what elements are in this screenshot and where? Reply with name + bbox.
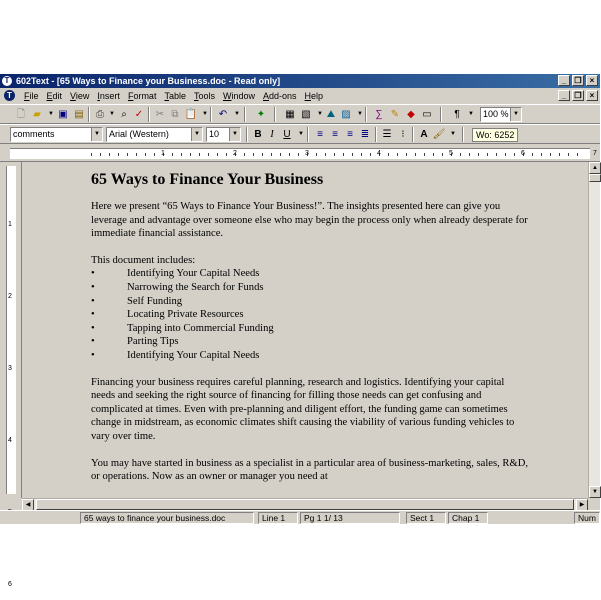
ruler-tick [208,153,209,156]
print-icon[interactable]: ⎙ [96,109,104,120]
ruler-tick [325,153,326,156]
status-filename: 65 ways to finance your business.doc [80,512,254,524]
insert-picture-icon[interactable]: ⛰ [326,109,336,120]
ruler-number: 2 [233,150,237,157]
ruler-tick [226,153,227,156]
cut-icon[interactable]: ✂ [155,109,165,120]
ruler-tick [109,153,110,156]
vertical-scrollbar[interactable] [588,162,600,498]
open-dropdown-icon[interactable]: ▼ [48,111,54,117]
menu-bar [0,88,600,104]
font-color-icon[interactable]: A [420,129,428,140]
status-bar [0,510,600,524]
ruler-number: 3 [305,150,309,157]
pilcrow-dropdown-icon[interactable]: ▼ [468,111,474,117]
ruler-number: 6 [521,150,525,157]
formula-icon[interactable]: ∑ [375,109,383,120]
ruler-tick [577,153,578,156]
scroll-down-button[interactable]: ▼ [589,486,601,498]
save-all-icon[interactable]: ▤ [74,109,84,120]
print-dropdown-icon[interactable]: ▼ [109,111,115,117]
ruler-tick [118,153,119,156]
font-combo[interactable] [106,127,203,142]
menu-table[interactable]: Table [164,91,186,101]
document-title: 65 Ways to Finance Your Business [91,171,324,188]
window-title: 602Text - [65 Ways to Finance your Business.doc - Read only] [16,76,281,86]
ruler-tick [361,153,362,156]
open-folder-icon[interactable]: ▰ [33,109,41,120]
bullets-icon[interactable]: ⁝ [401,129,405,140]
body-paragraph: You may have started in business as a specialist in a particular area of business-marketing, sales, R&D, or operations. Now as an owner or manager you need at [91,457,528,483]
chevron-down-icon[interactable]: ▼ [91,128,102,141]
navigator-icon[interactable]: ✦ [256,109,266,120]
doc-close-button[interactable]: × [586,90,598,101]
vruler-number: 6 [8,581,12,588]
highlight-icon[interactable]: 🖌 [432,129,446,140]
scroll-left-button[interactable]: ◀ [22,499,34,511]
ruler-tick [154,153,155,156]
new-document-icon[interactable]: 🗋 [16,109,26,120]
list-item: • Self Funding [91,295,531,309]
list-item: • Narrowing the Search for Funds [91,281,531,295]
status-section: Sect 1 [406,512,446,524]
document-icon[interactable]: T [4,90,15,101]
status-page: Pg 1 1/ 13 [300,512,400,524]
zoom-value: 100 % [483,109,509,119]
ruler-tick [478,153,479,156]
ruler-tick [271,153,272,156]
includes-label: This document includes: [91,254,196,266]
ruler-tick [550,153,551,156]
ruler-tick [136,153,137,156]
ruler-tick [343,153,344,156]
ruler-tick [532,153,533,156]
vruler-number: 2 [8,293,12,300]
ruler-number: 1 [161,150,165,157]
scroll-up-button[interactable]: ▲ [589,162,601,174]
bold-button[interactable]: B [254,129,262,140]
save-icon[interactable]: ▣ [58,109,68,120]
ruler-number: 4 [377,150,381,157]
scroll-right-button[interactable]: ▶ [576,499,588,511]
close-button[interactable]: × [586,75,598,86]
style-value: comments [13,129,55,139]
title-bar[interactable] [0,74,600,88]
paste-dropdown-icon[interactable]: ▼ [202,111,208,117]
app-window [0,74,600,588]
scroll-thumb[interactable] [589,174,601,182]
body-paragraph: Financing your business requires careful planning, research and logistics. Identifying your capital needs and seeking the right source of financing for filling those needs can get confusing and complicated at times. Even with pre-planning and diligent effort, the funding game can sometimes change in midstream, as economic climates shift causing the viability of various funding vehicles to vary over time. [91,376,515,442]
align-left-icon[interactable]: ≡ [317,129,323,140]
ruler-tick [217,153,218,156]
chevron-down-icon[interactable]: ▼ [510,108,521,121]
menu-insert[interactable]: Insert [97,91,120,101]
list-item: • Identifying Your Capital Needs [91,349,531,363]
vruler-number: 1 [8,221,12,228]
size-value: 10 [209,129,220,139]
insert-chart-icon[interactable]: ▨ [341,109,351,120]
menu-tools[interactable]: Tools [193,91,215,101]
list-item: • Parting Tips [91,335,531,349]
vertical-ruler[interactable] [0,162,22,588]
doc-minimize-button[interactable]: _ [558,90,570,101]
ruler-number: 7 [593,150,597,157]
print-preview-icon[interactable]: ⌕ [121,109,127,120]
symbol-icon[interactable]: ▭ [422,109,432,120]
vruler-number: 3 [8,365,12,372]
ruler-tick [262,153,263,156]
ruler-tick [244,153,245,156]
paste-icon[interactable]: 📋 [184,109,198,120]
ruler-tick [433,153,434,156]
horizontal-scroll-thumb[interactable] [36,499,574,510]
ruler-tick [388,153,389,156]
ruler-tick [289,153,290,156]
ruler-tick [352,153,353,156]
ruler-tick [568,153,569,156]
restore-button[interactable]: ❐ [572,75,584,86]
menu-addons[interactable]: Add-ons [263,91,297,101]
ruler-tick [415,153,416,156]
hyperlink-icon[interactable]: ◆ [407,109,415,120]
ruler-tick [127,153,128,156]
ruler-tick [91,153,92,156]
vruler-number: 4 [8,437,12,444]
style-combo[interactable] [10,127,103,142]
ruler-tick [496,153,497,156]
undo-dropdown-icon[interactable]: ▼ [234,111,240,117]
contents-list [91,267,531,362]
ruler-tick [487,153,488,156]
intro-paragraph: Here we present “65 Ways to Finance Your Business!”. The insights presented here can give you leverage and advantage over someone else who may begin the process only when already desperate for immediate financial assistance. [91,201,528,240]
zoom-combo[interactable] [480,107,522,122]
underline-button[interactable]: U [283,129,291,140]
app-logo-icon[interactable]: T [2,76,12,86]
horizontal-scrollbar[interactable] [22,498,588,510]
document-page[interactable] [91,170,531,497]
highlight-dropdown-icon[interactable]: ▼ [450,131,456,137]
ruler-tick [541,153,542,156]
ruler-tick [100,153,101,156]
ruler-tick [253,153,254,156]
undo-icon[interactable]: ↶ [218,109,228,120]
ruler-tick [424,153,425,156]
pilcrow-icon[interactable]: ¶ [454,109,460,120]
ruler-tick [199,153,200,156]
ruler-tick [190,153,191,156]
ruler-tick [334,153,335,156]
ruler-tick [145,153,146,156]
font-value: Arial (Western) [109,129,169,139]
ruler-tick [298,153,299,156]
list-item: • Locating Private Resources [91,308,531,322]
insert-table-icon[interactable]: ▦ [285,109,295,120]
insert-field-icon[interactable]: ✎ [390,109,400,120]
doc-restore-button[interactable]: ❐ [572,90,584,101]
ruler-tick [181,153,182,156]
italic-button[interactable]: I [270,129,274,140]
ruler-tick [559,153,560,156]
minimize-button[interactable]: _ [558,75,570,86]
menu-edit[interactable]: Edit [46,91,63,101]
chart-dropdown-icon[interactable]: ▼ [357,111,363,117]
formatting-toolbar [0,124,600,144]
justify-icon[interactable]: ≣ [360,129,370,140]
ruler-number: 5 [449,150,453,157]
menu-window[interactable]: Window [222,91,255,101]
insert-frame-icon[interactable]: ▧ [301,109,311,120]
size-combo[interactable] [206,127,241,142]
menu-view[interactable]: View [70,91,90,101]
spellcheck-icon[interactable]: ✓ [134,109,144,120]
ruler-tick [442,153,443,156]
align-center-icon[interactable]: ≡ [332,129,338,140]
menu-format[interactable]: Format [127,91,157,101]
underline-dropdown-icon[interactable]: ▼ [298,131,304,137]
chevron-down-icon[interactable]: ▼ [229,128,240,141]
ruler-tick [505,153,506,156]
ruler-tick [316,153,317,156]
list-item: • Tapping into Commercial Funding [91,322,531,336]
align-right-icon[interactable]: ≡ [347,129,353,140]
ruler-tick [514,153,515,156]
ruler-tick [469,153,470,156]
menu-help[interactable]: Help [304,91,324,101]
copy-icon[interactable]: ⧉ [171,109,179,120]
ruler-tick [280,153,281,156]
menu-file[interactable]: File [24,91,39,101]
ruler-tick [172,153,173,156]
chevron-down-icon[interactable]: ▼ [191,128,202,141]
frame-dropdown-icon[interactable]: ▼ [317,111,323,117]
ruler-tick [370,153,371,156]
list-item: • Identifying Your Capital Needs [91,267,531,281]
document-area[interactable] [22,162,588,498]
status-line: Line 1 [258,512,298,524]
ruler-tick [460,153,461,156]
standard-toolbar [0,104,600,124]
status-numlock: Num [574,512,600,524]
status-chapter: Chap 1 [448,512,488,524]
numbering-icon[interactable]: ☰ [382,129,392,140]
horizontal-ruler[interactable] [0,145,600,162]
word-count-badge: Wo: 6252 [472,128,518,142]
ruler-tick [397,153,398,156]
ruler-tick [406,153,407,156]
